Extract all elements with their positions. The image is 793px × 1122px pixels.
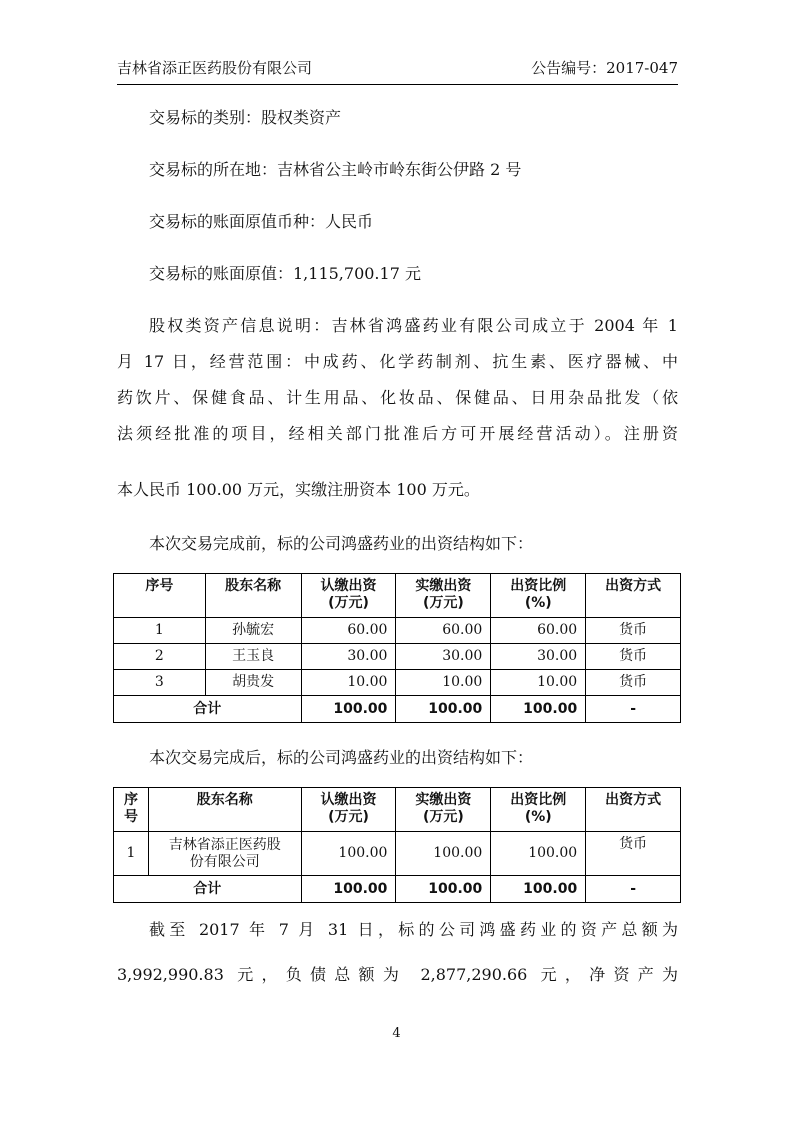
equity-info-line: 法须经批准的项目，经相关部门批准后方可开展经营活动）。注册资 <box>117 424 678 443</box>
table-header-row <box>114 574 681 618</box>
cell-ratio: 100.00 <box>491 832 586 876</box>
cell-seq: 2 <box>114 644 206 670</box>
header-rule <box>117 84 678 85</box>
closing-line: 截至 2017 年 7 月 31 日，标的公司鸿盛药业的资产总额为 <box>149 920 678 939</box>
total-subscribed: 100.00 <box>301 696 396 723</box>
equity-info-line: 药饮片、保健食品、计生用品、化妆品、保健品、日用杂品批发（依 <box>117 388 678 407</box>
cell-ratio: 10.00 <box>491 670 586 696</box>
table-row <box>114 644 681 670</box>
header-company-name: 吉林省添正医药股份有限公司 <box>117 59 313 77</box>
cell-shareholder: 胡贵发 <box>205 670 301 696</box>
table-row <box>114 618 681 644</box>
header-notice-number: 公告编号：2017-047 <box>531 59 678 77</box>
cell-seq: 1 <box>114 618 206 644</box>
equity-info-line: 月 17 日，经营范围：中成药、化学药制剂、抗生素、医疗器械、中 <box>117 352 678 371</box>
cell-paid: 10.00 <box>396 670 491 696</box>
cell-ratio: 30.00 <box>491 644 586 670</box>
cell-subscribed: 30.00 <box>301 644 396 670</box>
header-shareholder: 股东名称 <box>148 788 301 832</box>
table-row <box>114 670 681 696</box>
header-shareholder: 股东名称 <box>205 574 301 618</box>
cell-subscribed: 10.00 <box>301 670 396 696</box>
cell-paid: 30.00 <box>396 644 491 670</box>
before-intro: 本次交易完成前，标的公司鸿盛药业的出资结构如下： <box>149 534 534 553</box>
cell-method: 货币 <box>586 832 681 876</box>
total-method: - <box>586 696 681 723</box>
cell-seq: 3 <box>114 670 206 696</box>
total-subscribed: 100.00 <box>301 876 396 903</box>
cell-method: 货币 <box>586 670 681 696</box>
closing-line: 3,992,990.83 元，负债总额为 2,877,290.66 元，净资产为 <box>117 965 678 984</box>
total-ratio: 100.00 <box>491 696 586 723</box>
total-paid: 100.00 <box>396 876 491 903</box>
cell-method: 货币 <box>586 618 681 644</box>
currency-line: 交易标的账面原值币种：人民币 <box>149 212 374 231</box>
category-line: 交易标的类别：股权类资产 <box>149 108 342 127</box>
header-method: 出资方式 <box>586 574 681 618</box>
table-total-row <box>114 696 681 723</box>
header-paid: 实缴出资 (万元) <box>396 788 491 832</box>
header-ratio: 出资比例 (%) <box>491 574 586 618</box>
equity-info-line: 股权类资产信息说明：吉林省鸿盛药业有限公司成立于 2004 年 1 <box>149 316 678 335</box>
header-subscribed: 认缴出资 (万元) <box>301 574 396 618</box>
after-intro: 本次交易完成后，标的公司鸿盛药业的出资结构如下： <box>149 748 534 767</box>
header-method: 出资方式 <box>586 788 681 832</box>
after-structure-table <box>113 787 681 903</box>
page-number: 4 <box>392 1026 401 1041</box>
total-label: 合计 <box>114 696 302 723</box>
header-seq: 序号 <box>114 574 206 618</box>
book-value-line: 交易标的账面原值：1,115,700.17 元 <box>149 264 421 283</box>
header-seq: 序 号 <box>114 788 149 832</box>
total-paid: 100.00 <box>396 696 491 723</box>
total-ratio: 100.00 <box>491 876 586 903</box>
cell-ratio: 60.00 <box>491 618 586 644</box>
header-paid: 实缴出资 (万元) <box>396 574 491 618</box>
total-label: 合计 <box>114 876 302 903</box>
cell-paid: 60.00 <box>396 618 491 644</box>
cell-seq: 1 <box>114 832 149 876</box>
cell-shareholder: 孙毓宏 <box>205 618 301 644</box>
location-line: 交易标的所在地：吉林省公主岭市岭东街公伊路 2 号 <box>149 160 522 179</box>
table-row <box>114 832 681 876</box>
cell-shareholder: 王玉良 <box>205 644 301 670</box>
header-ratio: 出资比例 (%) <box>491 788 586 832</box>
page-header <box>117 57 678 78</box>
before-structure-table <box>113 573 681 723</box>
equity-info-line: 本人民币 100.00 万元，实缴注册资本 100 万元。 <box>117 480 480 499</box>
header-subscribed: 认缴出资 (万元) <box>301 788 396 832</box>
cell-method: 货币 <box>586 644 681 670</box>
cell-subscribed: 100.00 <box>301 832 396 876</box>
table-total-row <box>114 876 681 903</box>
table-header-row <box>114 788 681 832</box>
cell-shareholder: 吉林省添正医药股 份有限公司 <box>148 832 301 876</box>
cell-paid: 100.00 <box>396 832 491 876</box>
cell-subscribed: 60.00 <box>301 618 396 644</box>
total-method: - <box>586 876 681 903</box>
